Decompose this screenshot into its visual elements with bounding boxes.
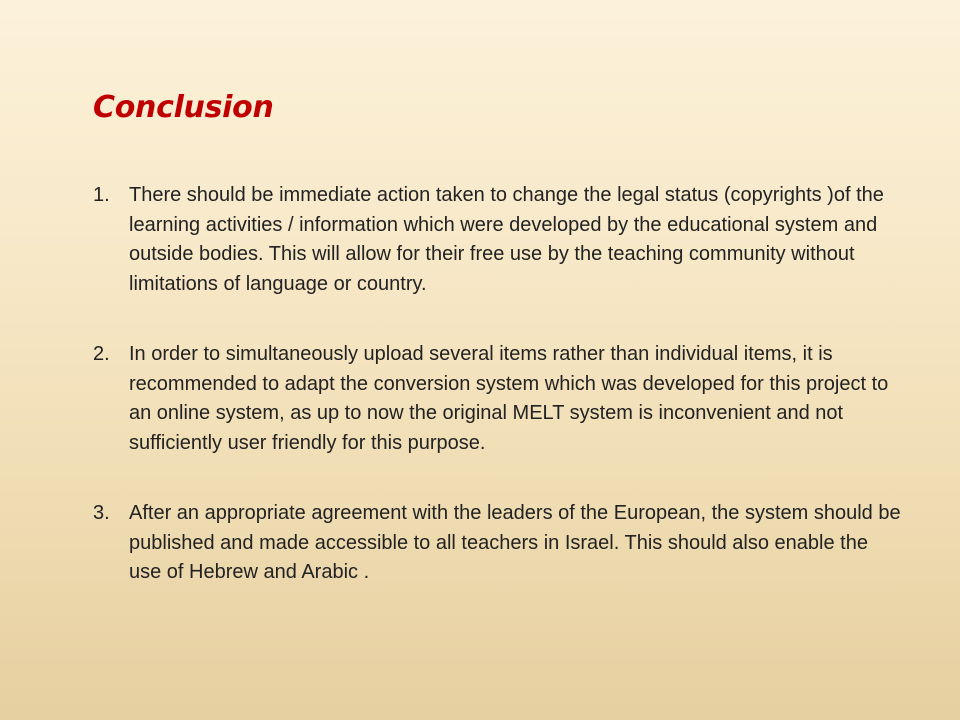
conclusion-list bbox=[93, 181, 903, 629]
list-item-number: 2. bbox=[93, 343, 110, 365]
list-item-number: 1. bbox=[93, 184, 110, 206]
list-item-text: There should be immediate action taken to change the legal status (copyrights )of the learning activities / information which were developed by the educational system and outside bodies. This will allow for their free use by the teaching community without limitations of language or country. bbox=[129, 184, 884, 295]
list-item bbox=[93, 181, 903, 299]
list-item-text: After an appropriate agreement with the leaders of the European, the system should be published and made accessible to all teachers in Israel. This should also enable the use of Hebrew and Arabic . bbox=[129, 502, 901, 583]
list-item-text: In order to simultaneously upload several items rather than individual items, it is recommended to adapt the conversion system which was developed for this project to an online system, as up to now the original MELT system is inconvenient and not sufficiently user friendly for this purpose. bbox=[129, 343, 889, 454]
list-item-number: 3. bbox=[93, 502, 110, 524]
list-item bbox=[93, 340, 903, 458]
list-item bbox=[93, 499, 903, 588]
slide-title: Conclusion bbox=[93, 90, 274, 125]
